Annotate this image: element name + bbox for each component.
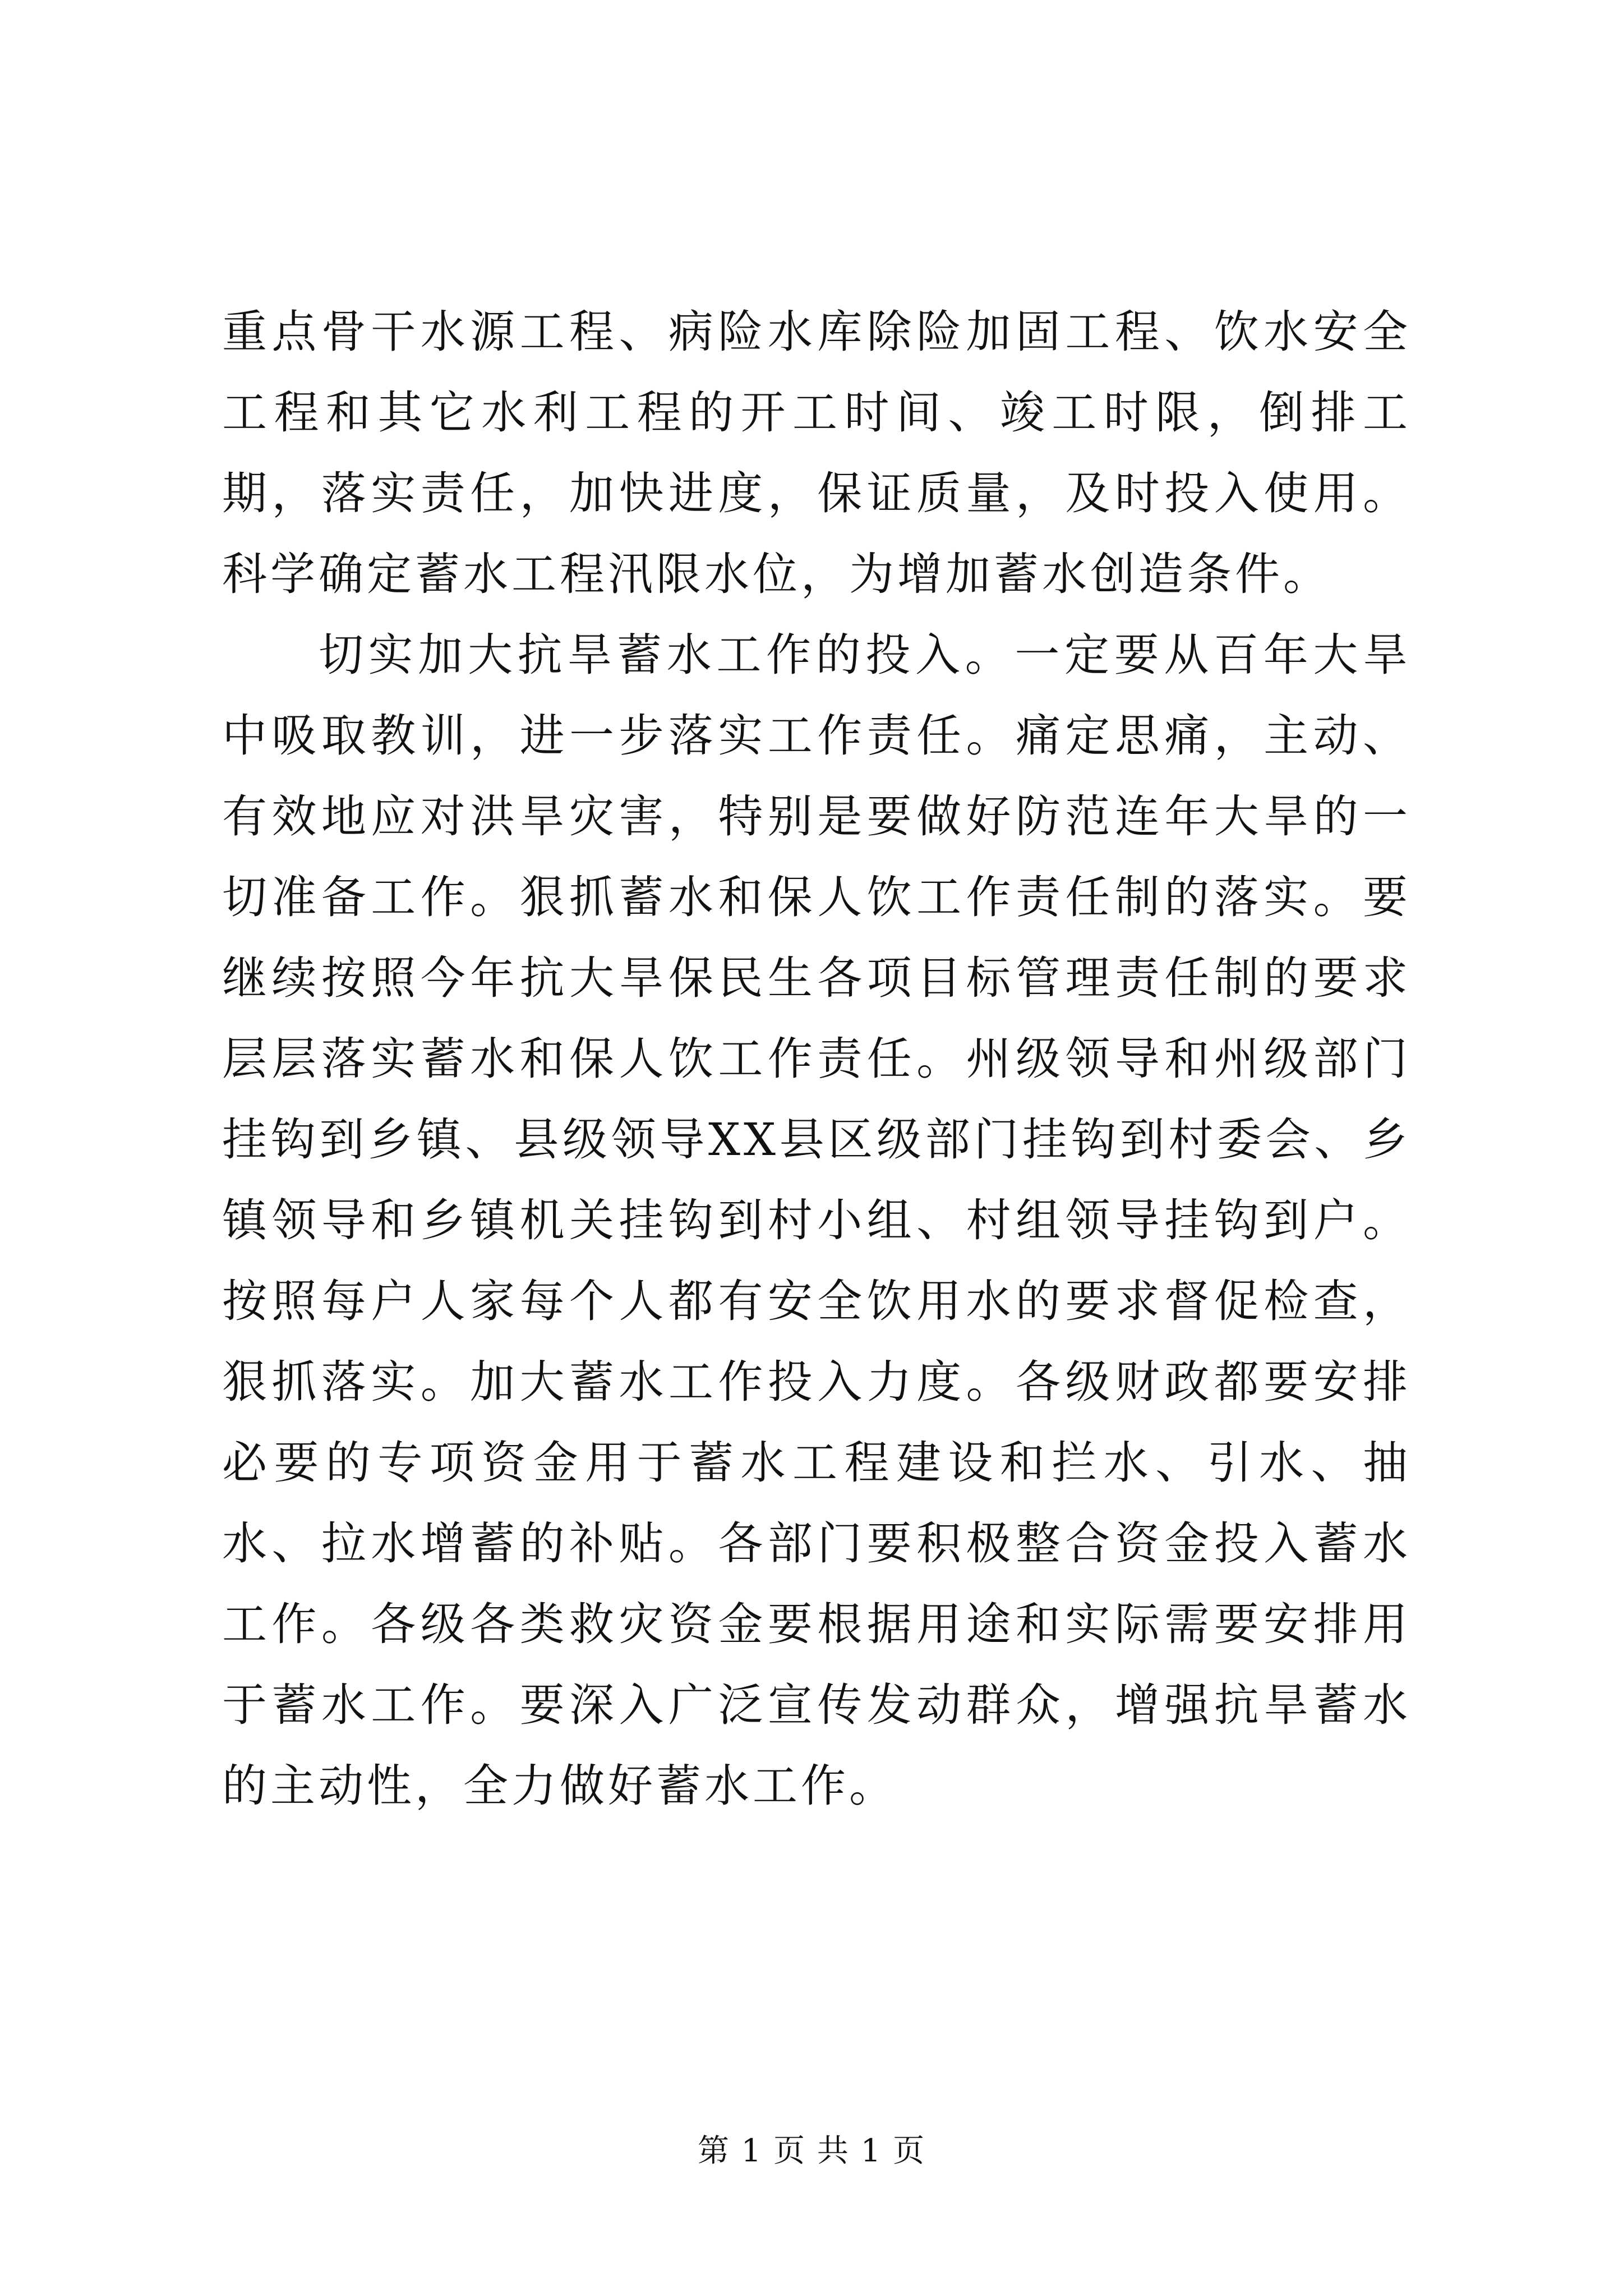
paragraph-drought-investment: 切实加大抗旱蓄水工作的投入。一定要从百年大旱中吸取教训，进一步落实工作责任。痛定思痛，主动、有效地应对洪旱灾害，特别是要做好防范连年大旱的一切准备工作。狠抓蓄水和保人饮工作责任制的落实。要继续按照今年抗大旱保民生各项目标管理责任制的要求层层落实蓄水和保人饮工作责任。州级领导和州级部门挂钩到乡镇、县级领导XX县区级部门挂钩到村委会、乡镇领导和乡镇机关挂钩到村小组、村组领导挂钩到户。按照每户人家每个人都有安全饮用水的要求督促检查，狠抓落实。加大蓄水工作投入力度。各级财政都要安排必要的专项资金用于蓄水工程建设和拦水、引水、抽水、拉水增蓄的补贴。各部门要积极整合资金投入蓄水工作。各级各类救灾资金要根据用途和实际需要安排用于蓄水工作。要深入广泛宣传发动群众，增强抗旱蓄水的主动性，全力做好蓄水工作。 (222, 629, 1411, 1812)
page-footer: 第 1 页 共 1 页 (697, 2133, 926, 2169)
paragraph-continuation: 重点骨干水源工程、病险水库除险加固工程、饮水安全工程和其它水利工程的开工时间、竣工时限，倒排工期，落实责任，加快进度，保证质量，及时投入使用。科学确定蓄水工程汛限水位，为增加蓄水创造条件。 (222, 306, 1411, 600)
document-body (222, 292, 1411, 1826)
